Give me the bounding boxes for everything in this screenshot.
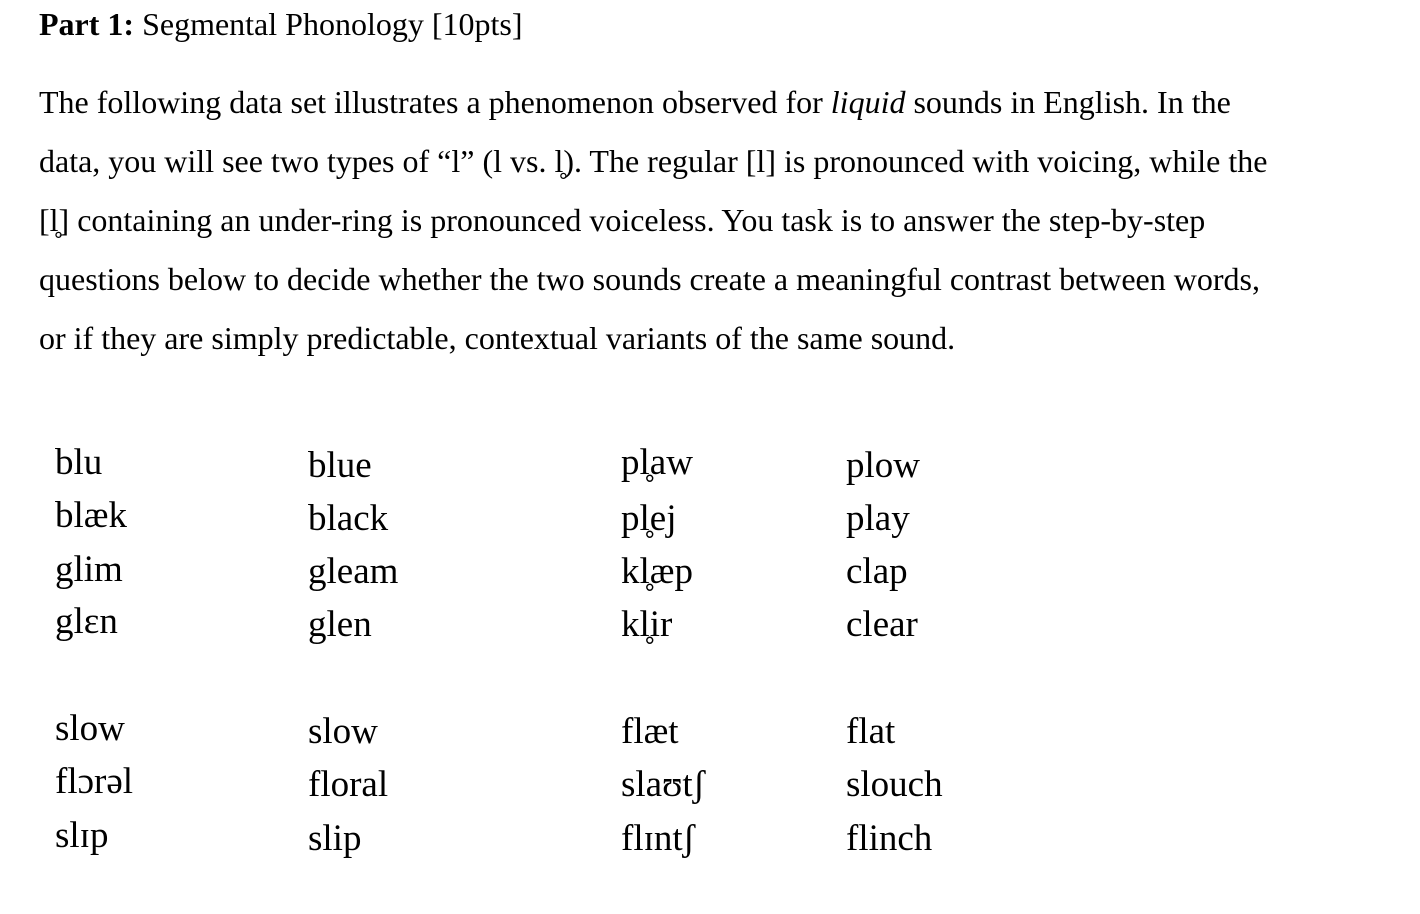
ipa-transcription: flæt — [621, 711, 679, 752]
ipa-transcription: pl̥aw — [621, 442, 693, 483]
english-gloss: black — [308, 498, 389, 539]
intro-line-1 — [39, 73, 1379, 132]
ipa-transcription: kl̥æp — [621, 551, 693, 592]
english-gloss: blue — [308, 445, 372, 486]
english-gloss: plow — [846, 445, 920, 486]
ipa-transcription: flɪntʃ — [621, 818, 695, 859]
ipa-transcription: kl̥ir — [621, 604, 673, 645]
ipa-transcription: pl̥ej — [621, 498, 677, 539]
ipa-transcription: glɛn — [55, 601, 118, 642]
section-heading — [39, 4, 522, 44]
intro-line-1-text-end: sounds in English. In the — [905, 84, 1231, 120]
english-gloss: gleam — [308, 551, 399, 592]
english-gloss: flat — [846, 711, 896, 752]
english-gloss: glen — [308, 604, 372, 645]
intro-paragraph — [39, 73, 1379, 368]
english-gloss: clear — [846, 604, 918, 645]
intro-line-1-text: The following data set illustrates a phenomenon observed for — [39, 84, 831, 120]
english-gloss: slip — [308, 818, 362, 859]
ipa-transcription: blu — [55, 442, 103, 483]
part-label: Part 1: — [39, 6, 135, 42]
english-gloss: play — [846, 498, 910, 539]
ipa-transcription: slaʊtʃ — [621, 764, 706, 805]
ipa-transcription: blæk — [55, 495, 127, 536]
intro-line-4: questions below to decide whether the two sounds create a meaningful contrast between words, — [39, 261, 1260, 297]
english-gloss: slouch — [846, 764, 943, 805]
english-gloss: slow — [308, 711, 378, 752]
english-gloss: flinch — [846, 818, 933, 859]
part-title: Segmental Phonology [10pts] — [134, 6, 523, 42]
intro-line-5: or if they are simply predictable, contextual variants of the same sound. — [39, 320, 956, 356]
ipa-transcription: glim — [55, 549, 123, 590]
ipa-transcription: slow — [55, 708, 125, 749]
english-gloss: clap — [846, 551, 908, 592]
emphasis-liquid: liquid — [830, 84, 906, 120]
intro-line-3: [l̥] containing an under-ring is pronounced voiceless. You task is to answer the step-by-step — [39, 202, 1206, 238]
ipa-transcription: flɔrəl — [55, 761, 134, 802]
intro-line-2: data, you will see two types of “l” (l vs. l̥). The regular [l] is pronounced with voicing, while the — [39, 143, 1268, 179]
ipa-transcription: slɪp — [55, 815, 109, 856]
english-gloss: floral — [308, 764, 389, 805]
